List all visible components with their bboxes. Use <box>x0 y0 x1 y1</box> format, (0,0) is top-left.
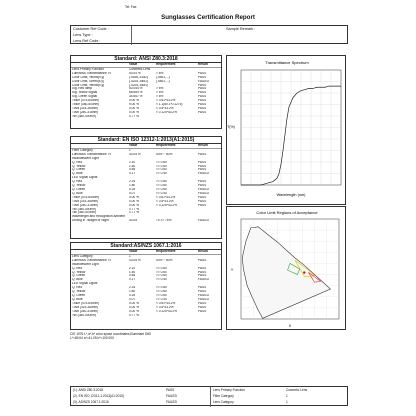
table-cell: Q, Red <box>72 266 83 270</box>
summary-filter: Filter Category <box>213 394 234 398</box>
table-cell: FAILED <box>198 79 209 83</box>
table-cell: 1 <box>129 254 131 258</box>
ansi-table <box>71 63 221 119</box>
table-cell: 2.15 <box>129 286 136 290</box>
summary-asnzs: (3). AS/NZS 1067.1:2016 <box>73 400 109 404</box>
table-cell: 0.77 % <box>129 313 139 317</box>
col-header: Value <box>129 144 138 147</box>
table-cell: 2.10 <box>129 160 136 164</box>
table-cell: PASS <box>198 95 207 99</box>
table-cell: Tblue (475-650nm) <box>72 195 100 199</box>
summary-function-value: Cosmetic Lens <box>286 388 308 392</box>
table-cell: 0.00 % <box>129 99 139 103</box>
table-cell: < 0.5*43.2% <box>156 199 174 203</box>
table-cell: 0.00 % <box>129 199 139 203</box>
table-cell: >= 0.60 <box>156 293 167 297</box>
table-cell: Tblue (380-500nm) <box>72 103 100 107</box>
asnzs-section <box>70 242 222 330</box>
table-cell: >= 0.80 <box>156 266 167 270</box>
table-cell: PASS <box>198 258 207 262</box>
table-cell: PASS <box>198 160 207 164</box>
table-cell: PASS <box>198 103 207 107</box>
table-cell: FAILED <box>198 187 209 191</box>
en-iso-title: Standard: EN ISO 12312-1:2013(A1:2015) <box>71 137 221 144</box>
table-cell: Tsb (380-500nm) <box>72 211 97 215</box>
table-cell: 0.77 % <box>129 211 139 215</box>
table-cell: 0.65 <box>129 168 136 172</box>
table-cell: PASS <box>198 286 207 290</box>
table-cell: 0.00 % <box>129 195 139 199</box>
table-cell: < 0.61*43.2% <box>156 301 176 305</box>
table-cell: >= 0.80 <box>156 286 167 290</box>
table-cell: >= 0.80 <box>156 290 167 294</box>
table-cell: 43.05 <box>129 219 137 223</box>
transmittance-chart <box>227 56 347 206</box>
table-cell: Q, Green <box>72 293 86 297</box>
table-cell: >= 0.60 <box>156 168 167 172</box>
table-cell: LED Signal Lights <box>72 282 98 286</box>
table-cell: Q, Blue <box>72 172 83 176</box>
table-cell: < 0.5*43.2% <box>156 305 174 309</box>
table-cell: >= 0.60 <box>156 270 167 274</box>
table-cell: 0.07 <box>129 297 136 301</box>
table-cell <box>155 314 197 318</box>
table-cell: PASS <box>198 290 207 294</box>
info-box <box>70 25 348 44</box>
table-cell: Color Limit, Yellow(x,y) <box>72 83 105 87</box>
table-cell: PASS <box>198 91 207 95</box>
table-cell: Driving in Twilight or Night <box>72 219 109 223</box>
spectral-locus <box>242 227 330 319</box>
summary-ansi-result: PASS <box>166 388 175 392</box>
table-cell: 2.10 <box>129 266 136 270</box>
table-cell: (.4225,.5481) <box>129 83 148 87</box>
table-cell: Tuva (315-380nm) <box>72 106 99 110</box>
summary-lenscat-value: 1 <box>286 400 288 404</box>
en-iso-section <box>70 136 222 239</box>
table-cell: (.5166,.4182) <box>129 75 148 79</box>
table-cell: PASS <box>198 199 207 203</box>
table-cell: 0.25 <box>129 293 136 297</box>
table-cell: 50.054 % <box>129 87 143 91</box>
table-cell: 9.00 % <box>129 103 139 107</box>
table-cell: Luminous Transmittance Tv <box>72 258 112 262</box>
table-cell: PASS <box>198 106 207 110</box>
contact-line: Tel: Fax: <box>125 5 138 9</box>
table-cell: 0.77 % <box>129 114 139 118</box>
table-cell: Q, Yellow <box>72 270 86 274</box>
table-cell: Incandescent Light <box>72 156 99 160</box>
sample-point <box>303 271 305 273</box>
col-header: Requirement <box>156 144 176 147</box>
table-cell: Q, Yellow <box>72 184 86 188</box>
table-cell: 0.00 % <box>129 110 139 114</box>
table-cell: PASS <box>198 99 207 103</box>
summary-lenscat: Lens Category <box>213 400 234 404</box>
table-cell: PASS <box>198 309 207 313</box>
table-cell: Q, Blue <box>72 191 83 195</box>
col-header: Result <box>198 144 208 147</box>
table-cell: >= 0.60 <box>156 164 167 168</box>
table-cell: PASS <box>198 203 207 207</box>
col-header: Result <box>198 63 208 66</box>
summary-ansi: (1). ANSI Z80.3:2018 <box>73 388 103 392</box>
chromaticity-chart-panel <box>226 206 346 330</box>
table-cell: Luminous Transmittance Tv <box>72 152 112 156</box>
table-cell: > 6% <box>156 95 164 99</box>
table-cell: Tuvb (280-315nm) <box>72 110 99 114</box>
table-cell: Tuvb (280-315nm) <box>72 309 99 313</box>
table-cell: Tblue (475-650nm) <box>72 99 100 103</box>
table-cell: Color Limit, Green(x,y) <box>72 79 105 83</box>
table-cell: 0.25 <box>129 187 136 191</box>
cie-note-2: L*=69.64 a*=41.05 b*=100.000 <box>70 336 114 340</box>
lens-type-label: Lens Type : <box>73 33 93 37</box>
y-axis-label: Y <box>230 268 234 272</box>
table-cell: Q, Red <box>72 160 83 164</box>
table-cell: Q, Green <box>72 274 86 278</box>
chart-title: Color Limit Regions of Acceptance <box>256 210 318 215</box>
table-cell: FAILED <box>198 278 209 282</box>
table-cell: 1.80 <box>129 184 136 188</box>
table-cell: PASS <box>198 270 207 274</box>
ansi-title: Standard: ANSI Z80.3:2018 <box>71 56 221 63</box>
table-cell: Wavelength and Recognition Ambient <box>72 215 126 219</box>
summary-function: Lens Primary Function <box>213 388 245 392</box>
table-row <box>71 115 221 119</box>
table-cell: FAILED <box>198 172 209 176</box>
table-cell: 43.05 % <box>129 258 141 262</box>
table-cell: >= 0.60 <box>156 274 167 278</box>
table-cell: Lens Primary Function <box>72 67 104 71</box>
chromaticity-chart <box>227 207 347 331</box>
table-cell: Sig. Yellow Signal <box>72 91 98 95</box>
table-cell <box>197 314 221 318</box>
x-axis-label: Wavelength (nm) <box>276 193 306 197</box>
table-cell: >= 0.40 <box>156 278 167 282</box>
table-cell: PASS <box>198 274 207 278</box>
table-cell: Q, Red <box>72 286 83 290</box>
table-cell: Incandescent Light <box>72 262 99 266</box>
table-cell: Color Limit, Yellow(x,y) <box>72 75 105 79</box>
table-cell: < 0.125*43.2% <box>156 203 178 207</box>
table-cell: Sig. Red lamp <box>72 87 93 91</box>
table-cell: 0.00 % <box>129 309 139 313</box>
table-cell: (.5461,...) <box>156 79 170 83</box>
summary-asnzs-result: FAILED <box>166 400 177 404</box>
col-header: Value <box>129 250 138 253</box>
table-row <box>71 219 221 223</box>
table-cell: 0.00 % <box>129 106 139 110</box>
table-cell: Q, Blue <box>72 278 83 282</box>
cie-note-1: CIE 1976 L*,a*,b* color space coordinates,Illuminant D65 <box>70 332 151 336</box>
asnzs-table <box>71 250 221 317</box>
table-cell: 1.50 <box>129 270 136 274</box>
summary-en-result: FAILED <box>166 394 177 398</box>
table-cell: 34.667 % <box>129 95 143 99</box>
table-cell: Sig. Green Signal <box>72 95 97 99</box>
table-cell: > 6% <box>156 91 164 95</box>
table-cell: Q, Blue <box>72 297 83 301</box>
sample-remark-label: Sample Remark : <box>226 27 256 31</box>
table-cell: 43.05 % <box>129 152 141 156</box>
table-cell: FAILED <box>198 297 209 301</box>
col-header: Value <box>129 63 138 66</box>
table-cell: 43% ~ 80% <box>156 152 173 156</box>
table-cell: PASS <box>198 87 207 91</box>
table-cell <box>197 115 221 119</box>
table-cell: > 8% <box>156 71 164 75</box>
table-cell: < 0.61*43.2% <box>156 195 176 199</box>
table-cell: 0.00 % <box>129 305 139 309</box>
table-row <box>71 314 221 318</box>
table-cell: < 0.61*43.2% <box>156 99 176 103</box>
table-cell: PASS <box>198 83 207 87</box>
table-cell: 2.15 <box>129 180 136 184</box>
table-cell: >= 0.60 <box>156 187 167 191</box>
table-cell: 43% ~ 80% <box>156 258 173 262</box>
table-cell: FAILED <box>198 191 209 195</box>
table-cell: PASS <box>198 71 207 75</box>
table-cell: Q, Red <box>72 180 83 184</box>
table-cell: FAILED <box>198 219 209 223</box>
table-cell: PASS <box>198 180 207 184</box>
col-header: Requirement <box>156 250 176 253</box>
table-cell: Q, Green <box>72 187 86 191</box>
table-cell: (.5461,...) <box>156 75 170 79</box>
table-cell: Tuva (315-380nm) <box>72 199 99 203</box>
chart-title: Transmittance Spectrum <box>265 60 309 65</box>
table-cell: PASS <box>198 75 207 79</box>
table-cell: Q, Green <box>72 168 86 172</box>
customer-ref-label: Customer Ref Code : <box>73 27 109 31</box>
table-cell: Tblue (475-650nm) <box>72 301 100 305</box>
x-axis-label: X <box>288 324 292 328</box>
table-cell: PASS <box>198 164 207 168</box>
lens-ref-label: Lens Ref Code : <box>73 39 101 43</box>
en-iso-table <box>71 144 221 223</box>
table-cell: 0.65 <box>129 274 136 278</box>
table-cell: PASS <box>198 168 207 172</box>
table-cell: Tuva (315-380nm) <box>72 305 99 309</box>
y-axis-label: T(%) <box>227 125 235 129</box>
table-cell: 0.17 <box>129 278 136 282</box>
table-cell: Tsv (380-500nm) <box>72 114 96 118</box>
table-cell: PASS <box>198 305 207 309</box>
summary-box <box>70 386 348 406</box>
table-cell: >= 0.40 <box>156 191 167 195</box>
table-cell: PASS <box>198 195 207 199</box>
table-cell: 43.05 % <box>129 71 141 75</box>
table-cell: FAILED <box>198 293 209 297</box>
table-cell: 1.80 <box>129 290 136 294</box>
table-cell: 0.00 % <box>129 301 139 305</box>
table-cell: Cosmetic Lens <box>129 67 151 71</box>
table-cell: PASS <box>198 301 207 305</box>
table-cell: Tuvb (280-315nm) <box>72 203 99 207</box>
table-cell: < 0.5*43.2% <box>156 106 174 110</box>
col-header: Result <box>198 250 208 253</box>
table-cell: 0.17 <box>129 172 136 176</box>
table-cell: 1.50 <box>129 164 136 168</box>
transmittance-chart-panel <box>226 55 346 205</box>
table-cell: LED Signal Lights <box>72 176 98 180</box>
table-cell: 1 <box>129 148 131 152</box>
table-cell: Tv >= 75% <box>156 219 172 223</box>
table-cell: Tsv (380-500nm) <box>72 207 96 211</box>
table-cell: 0.77 % <box>129 207 139 211</box>
table-cell: >= 0.80 <box>156 160 167 164</box>
table-cell: 0.00 % <box>129 203 139 207</box>
ansi-section <box>70 55 222 129</box>
table-cell: PASS <box>198 184 207 188</box>
table-cell: < 1.1(80.1*0.1275) <box>156 103 183 107</box>
table-cell: PASS <box>198 152 207 156</box>
summary-filter-value: 1 <box>286 394 288 398</box>
table-cell: Luminous Transmittance Tv <box>72 71 112 75</box>
table-cell: 0.07 <box>129 191 136 195</box>
table-cell: > 8% <box>156 87 164 91</box>
table-cell: >= 0.40 <box>156 172 167 176</box>
table-cell: PASS <box>198 110 207 114</box>
col-header: Requirement <box>156 63 176 66</box>
table-cell: Filter Category <box>72 148 93 152</box>
table-cell: Q, Yellow <box>72 164 86 168</box>
table-cell: >= 0.80 <box>156 180 167 184</box>
table-cell: 68.669 % <box>129 91 143 95</box>
asnzs-title: Standard:AS/NZS 1067.1:2016 <box>71 243 221 250</box>
table-cell: (.4225,.5461) <box>129 79 148 83</box>
table-cell: Q, Yellow <box>72 290 86 294</box>
table-cell: >= 0.40 <box>156 297 167 301</box>
summary-en: (2). EN ISO 12312-1:2013(A1:2015) <box>73 394 125 398</box>
table-cell: >= 0.80 <box>156 184 167 188</box>
table-cell: < 0.125*43.2% <box>156 309 178 313</box>
table-cell: PASS <box>198 266 207 270</box>
table-cell: < 0.125*43.2% <box>156 110 178 114</box>
table-cell: Lens Category <box>72 254 93 258</box>
table-cell: Tsv (380-500nm) <box>72 313 96 317</box>
table-cell <box>155 115 197 119</box>
report-title: Sunglasses Certification Report <box>161 14 255 21</box>
